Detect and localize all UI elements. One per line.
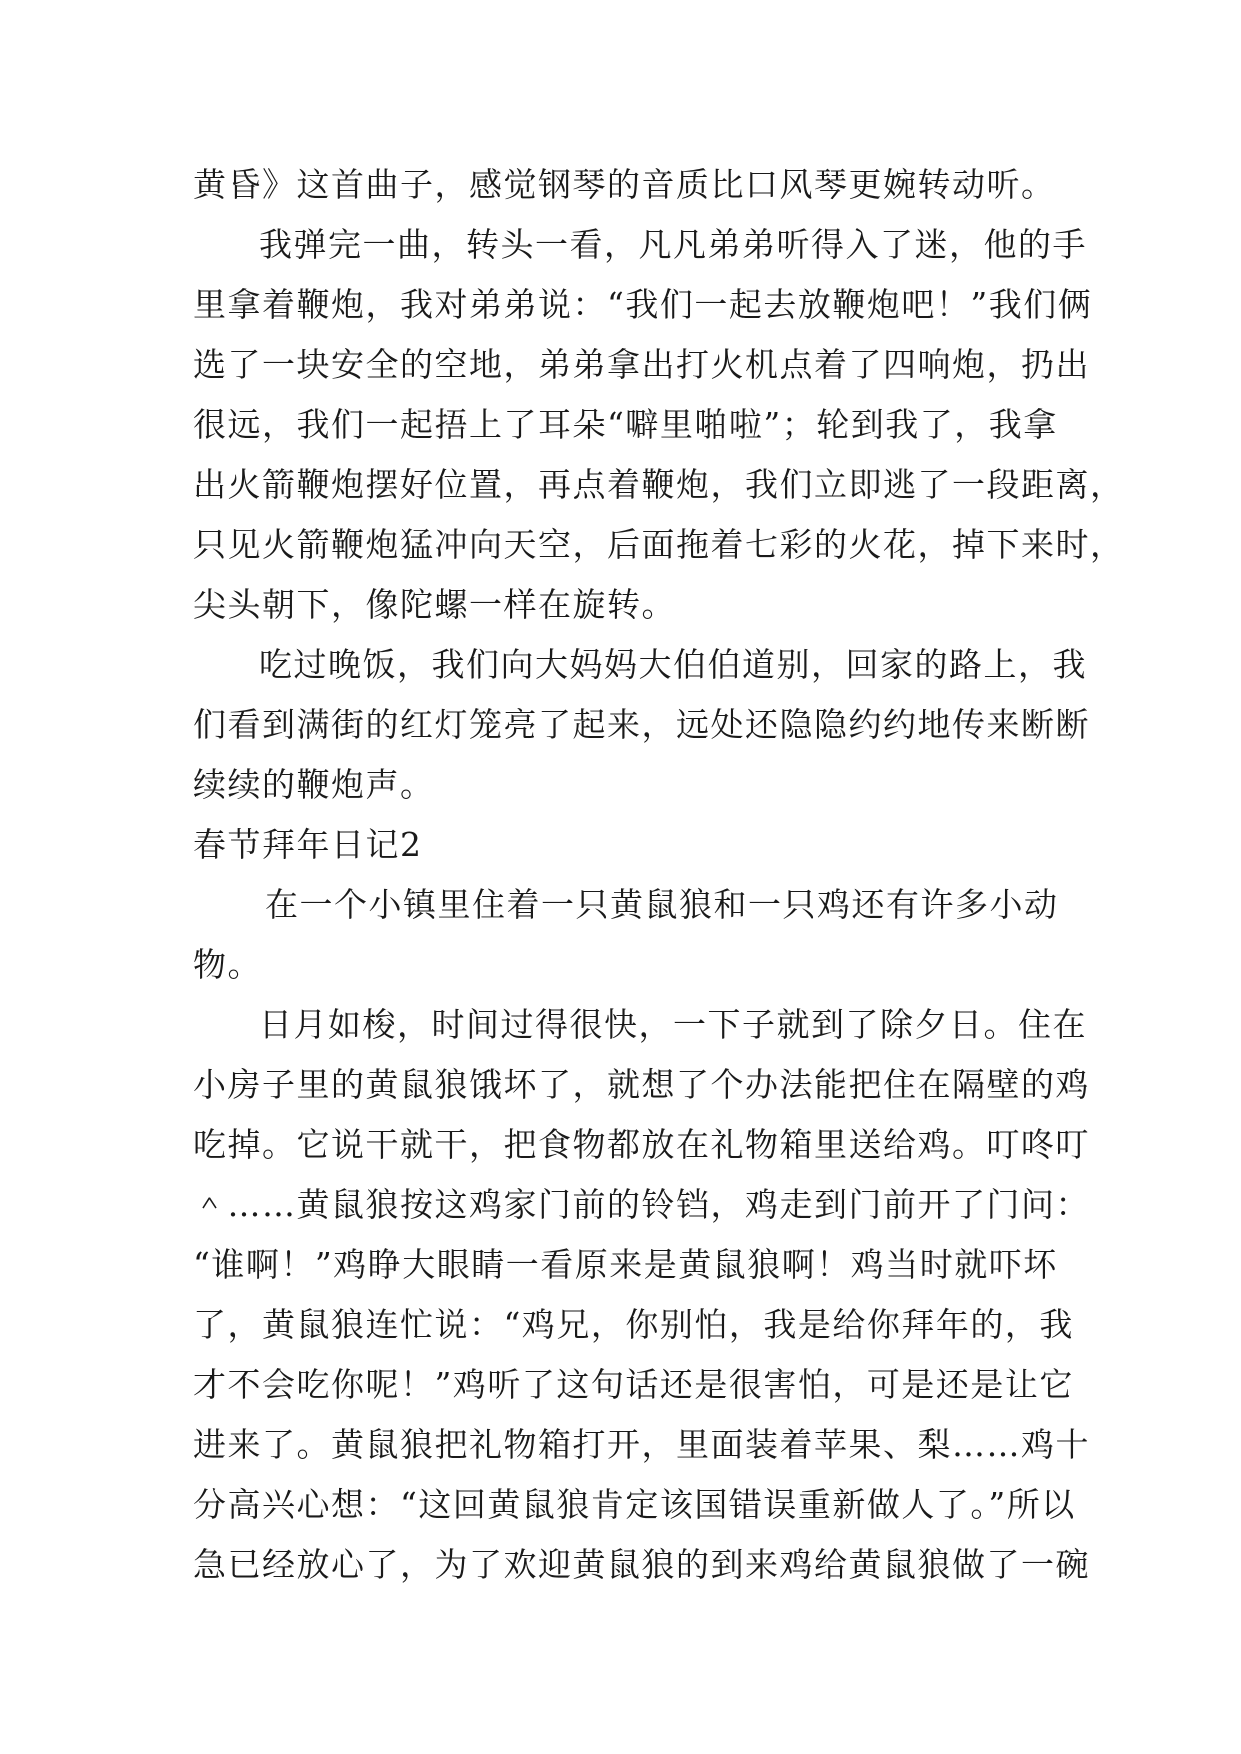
text-line: 尖头朝下，像陀螺一样在旋转。 bbox=[193, 585, 676, 624]
text-line: 吃掉。它说干就干，把食物都放在礼物箱里送给鸡。叮咚叮 bbox=[193, 1125, 1090, 1164]
text-line: 日月如梭，时间过得很快，一下子就到了除夕日。住在 bbox=[259, 1005, 1087, 1044]
text-line: 很远，我们一起捂上了耳朵“噼里啪啦”；轮到我了，我拿 bbox=[193, 405, 1058, 444]
text-line: 急已经放心了，为了欢迎黄鼠狼的到来鸡给黄鼠狼做了一碗 bbox=[193, 1545, 1090, 1584]
text-line: 们看到满街的红灯笼亮了起来，远处还隐隐约约地传来断断 bbox=[193, 705, 1090, 744]
document-page bbox=[193, 155, 1125, 1595]
text-line: 我弹完一曲，转头一看，凡凡弟弟听得入了迷，他的手 bbox=[259, 225, 1087, 264]
text-line: 进来了。黄鼠狼把礼物箱打开，里面装着苹果、梨……鸡十 bbox=[193, 1425, 1090, 1464]
text-line: 续续的鞭炮声。 bbox=[193, 765, 435, 804]
text-line: 黄昏》这首曲子，感觉钢琴的音质比口风琴更婉转动听。 bbox=[193, 165, 1056, 204]
text-line: “谁啊！”鸡睁大眼睛一看原来是黄鼠狼啊！鸡当时就吓坏 bbox=[193, 1245, 1058, 1284]
text-line: 吃过晚饭，我们向大妈妈大伯伯道别，回家的路上，我 bbox=[259, 645, 1087, 684]
text-line: ＾……黄鼠狼按这鸡家门前的铃铛，鸡走到门前开了门问： bbox=[193, 1185, 1090, 1224]
text-line: 物。 bbox=[193, 945, 262, 984]
text-line: 选了一块安全的空地，弟弟拿出打火机点着了四响炮，扔出 bbox=[193, 345, 1090, 384]
text-line: 小房子里的黄鼠狼饿坏了，就想了个办法能把住在隔壁的鸡 bbox=[193, 1065, 1090, 1104]
text-line: 才不会吃你呢！”鸡听了这句话还是很害怕，可是还是让它 bbox=[193, 1365, 1074, 1404]
text-line: 了，黄鼠狼连忙说：“鸡兄，你别怕，我是给你拜年的，我 bbox=[193, 1305, 1074, 1344]
text-line: 里拿着鞭炮，我对弟弟说：“我们一起去放鞭炮吧！”我们俩 bbox=[193, 285, 1093, 324]
text-line: 出火箭鞭炮摆好位置，再点着鞭炮，我们立即逃了一段距离， bbox=[193, 465, 1125, 504]
text-line: 分高兴心想：“这回黄鼠狼肯定该国错误重新做人了。”所以 bbox=[193, 1485, 1076, 1524]
text-line: 在一个小镇里住着一只黄鼠狼和一只鸡还有许多小动 bbox=[265, 885, 1059, 924]
text-line: 只见火箭鞭炮猛冲向天空，后面拖着七彩的火花，掉下来时， bbox=[193, 525, 1125, 564]
section-title: 春节拜年日记2 bbox=[193, 825, 423, 864]
